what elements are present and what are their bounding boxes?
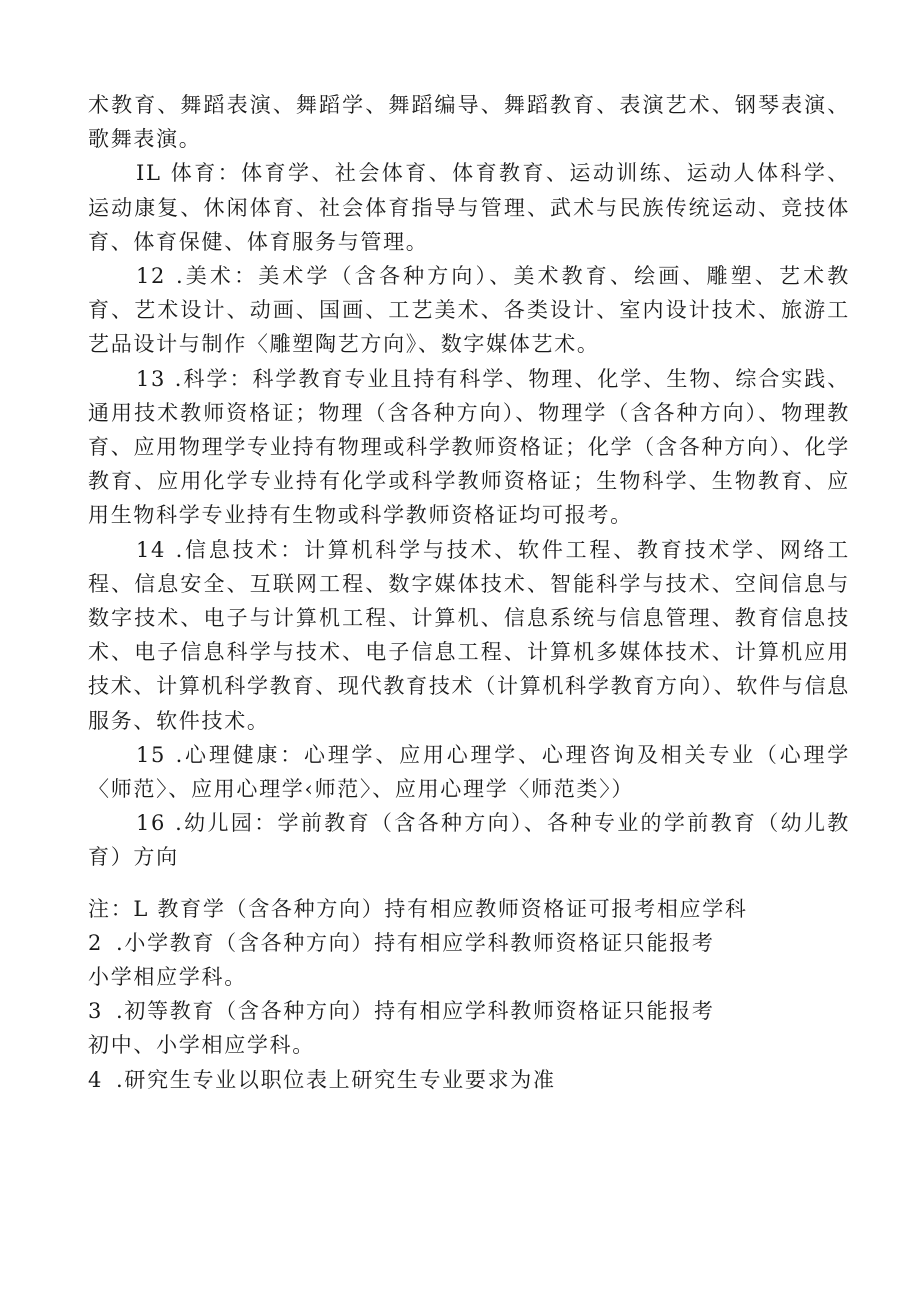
paragraph-item-11-sports: IL 体育：体育学、社会体育、体育教育、运动训练、运动人体科学、运动康复、休闲体育、社会体育指导与管理、武术与民族传统运动、竞技体育、体育保健、体育服务与管理。 [88, 161, 850, 254]
note-item-4 [88, 1063, 850, 1097]
paragraph-item-14-it: 14 .信息技术：计算机科学与技术、软件工程、教育技术学、网络工程、信息安全、互联网工程、数字媒体技术、智能科学与技术、空间信息与数字技术、电子与计算机工程、计算机、信息系统与信息管理、教育信息技术、电子信息科学与技术、电子信息工程、计算机多媒体技术、计算机应用技术、计算机科学教育、现代教育技术（计算机科学教育方向）、软件与信息服务、软件技术。 [88, 537, 850, 733]
paragraph-item-15-psychology: 15 .心理健康：心理学、应用心理学、心理咨询及相关专业（心理学〈师范〉、应用心理学‹师范〉、应用心理学〈师范类〉） [88, 742, 850, 802]
note-item-1: 注：L 教育学（含各种方向）持有相应教师资格证可报考相应学科 [88, 896, 748, 921]
paragraph-item-12-arts: 12 .美术：美术学（含各种方向）、美术教育、绘画、雕塑、艺术教育、艺术设计、动画、国画、工艺美术、各类设计、室内设计技术、旅游工艺品设计与制作〈雕塑陶艺方向》、数字媒体艺术。 [88, 264, 850, 357]
document-page [88, 88, 850, 1097]
note-number: 3 [88, 999, 104, 1024]
note-item-2-continuation: 小学相应学科。 [88, 965, 247, 990]
note-item-2 [88, 926, 850, 960]
note-number: 2 [88, 930, 104, 955]
note-text: .研究生专业以职位表上研究生专业要求为准 [116, 1067, 556, 1092]
note-text: .初等教育（含各种方向）持有相应学科教师资格证只能报考 [116, 999, 715, 1024]
paragraph-item-13-science: 13 .科学：科学教育专业且持有科学、物理、化学、生物、综合实践、通用技术教师资格证；物理（含各种方向）、物理学（含各种方向）、物理教育、应用物理学专业持有物理或科学教师资格证；化学（含各种方向）、化学教育、应用化学专业持有化学或科学教师资格证；生物科学、生物教育、应用生物科学专业持有生物或科学教师资格证均可报考。 [88, 366, 850, 528]
note-item-3-continuation: 初中、小学相应学科。 [88, 1033, 315, 1058]
note-text: .小学教育（含各种方向）持有相应学科教师资格证只能报考 [116, 930, 715, 955]
paragraph-continuation: 术教育、舞蹈表演、舞蹈学、舞蹈编导、舞蹈教育、表演艺术、钢琴表演、歌舞表演。 [88, 93, 850, 152]
paragraph-item-16-kindergarten: 16 .幼儿园：学前教育（含各种方向）、各种专业的学前教育（幼儿教育）方向 [88, 811, 850, 870]
note-number: 4 [88, 1067, 104, 1092]
note-item-3 [88, 994, 850, 1028]
notes-section [88, 892, 850, 1097]
